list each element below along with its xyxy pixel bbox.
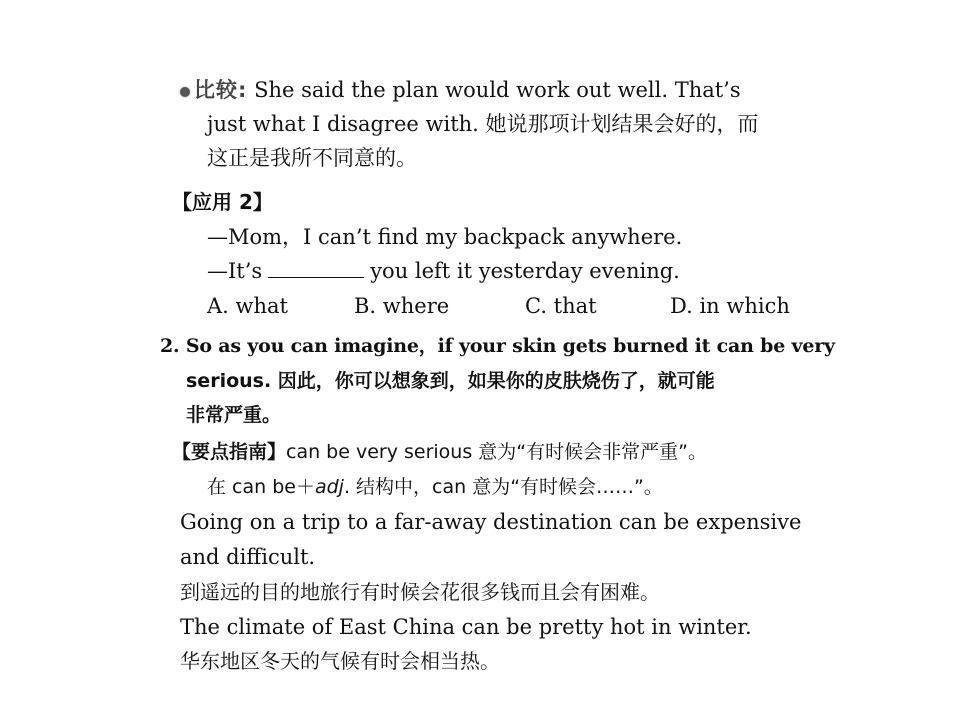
option-b: B. where xyxy=(354,294,450,318)
compare-line-1 xyxy=(180,75,741,105)
example-line-1: Going on a trip to a far-away destination can be expensive xyxy=(180,510,802,534)
key-points-text-2a: 在 can be＋ xyxy=(207,476,315,498)
item2-line-3: 非常严重。 xyxy=(186,404,282,426)
answer-blank xyxy=(268,257,364,278)
key-points-heading: 【要点指南】 xyxy=(172,441,287,463)
key-points-adj: adj xyxy=(314,476,344,498)
application-heading: 【应用 2】 xyxy=(172,190,273,214)
item2-line-1: 2. So as you can imagine，if your skin gets burned it can be very xyxy=(160,335,835,357)
option-a: A. what xyxy=(207,294,288,318)
compare-bullet-icon xyxy=(180,87,190,97)
dialogue-line-2 xyxy=(207,256,680,286)
key-points-text-2b: . 结构中，can 意为“有时候会……”。 xyxy=(343,476,663,498)
option-c: C. that xyxy=(525,294,597,318)
options-row xyxy=(207,291,807,321)
example-line-2: and difficult. xyxy=(180,545,316,569)
example-line-5: 华东地区冬天的气候有时会相当热。 xyxy=(180,649,500,673)
compare-text-1: She said the plan would work out well. That’s xyxy=(254,78,741,102)
key-points-text-1: can be very serious 意为“有时候会非常严重”。 xyxy=(286,441,707,463)
compare-label: 比较: xyxy=(194,78,248,102)
item2-line-2: serious. 因此，你可以想象到，如果你的皮肤烧伤了，就可能 xyxy=(186,370,715,392)
dialogue-line-1: —Mom，I can’t find my backpack anywhere. xyxy=(207,225,683,249)
option-d: D. in which xyxy=(670,294,790,318)
dialogue-2-after: you left it yesterday evening. xyxy=(370,259,680,283)
compare-line-3: 这正是我所不同意的。 xyxy=(207,146,417,170)
dialogue-2-before: —It’s xyxy=(207,259,263,283)
key-points-line-1 xyxy=(172,437,707,467)
example-line-4: The climate of East China can be pretty hot in winter. xyxy=(180,615,752,639)
compare-line-2: just what I disagree with. 她说那项计划结果会好的，而 xyxy=(207,112,759,136)
example-line-3: 到遥远的目的地旅行有时候会花很多钱而且会有困难。 xyxy=(180,580,660,604)
key-points-line-2 xyxy=(207,472,663,502)
